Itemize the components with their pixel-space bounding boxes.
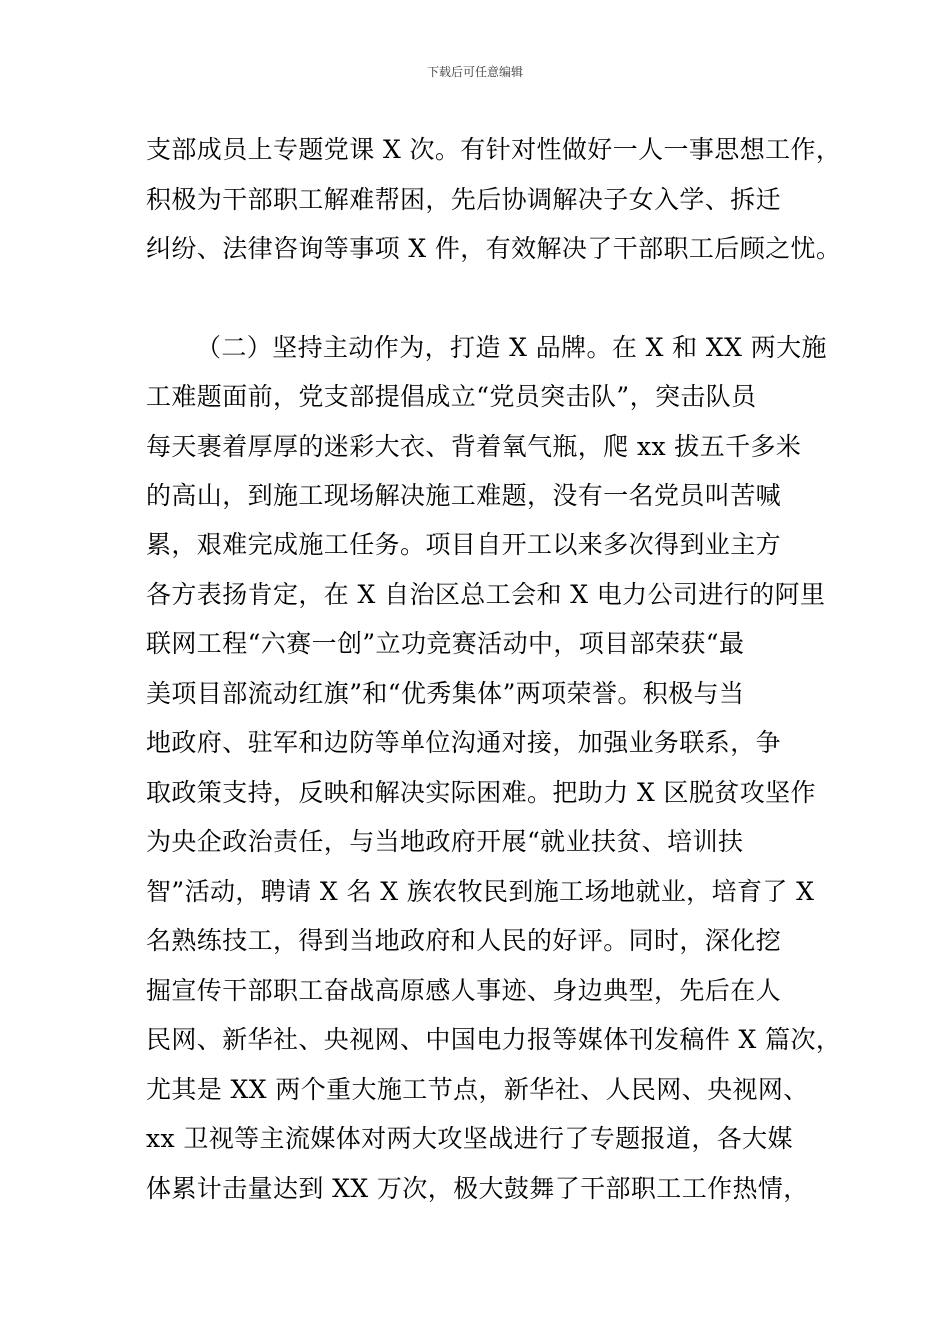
page-header: 下载后可任意编辑 xyxy=(426,65,523,79)
text-line: 积极为干部职工解难帮困，先后协调解决子女入学、拆迁 xyxy=(146,185,782,214)
text-line: 民网、新华社、央视网、中国电力报等媒体刊发稿件 X 篇次， xyxy=(146,1025,842,1054)
text-line: 联网工程“六赛一创”立功竞赛活动中，项目部荣获“最 xyxy=(146,629,745,658)
text-line: 掘宣传干部职工奋战高原感人事迹、身边典型，先后在人 xyxy=(146,976,782,1005)
text-line: 每天裹着厚厚的迷彩大衣、背着氧气瓶，爬 xx 拔五千多米 xyxy=(146,432,802,461)
text-line: 各方表扬肯定，在 X 自治区总工会和 X 电力公司进行的阿里 xyxy=(146,580,826,609)
text-line: 美项目部流动红旗”和“优秀集体”两项荣誉。积极与当 xyxy=(146,679,745,708)
text-line: 名熟练技工，得到当地政府和人民的好评。同时，深化挖 xyxy=(146,926,782,955)
text-line: xx 卫视等主流媒体对两大攻坚战进行了专题报道，各大媒 xyxy=(146,1124,793,1153)
text-line: 的高山，到施工现场解决施工难题，没有一名党员叫苦喊 xyxy=(146,481,782,510)
text-line: 尤其是 XX 两个重大施工节点，新华社、人民网、央视网、 xyxy=(146,1075,809,1104)
text-line: 取政策支持，反映和解决实际困难。把助力 X 区脱贫攻坚作 xyxy=(146,778,816,807)
section-heading-line: （二）坚持主动作为，打造 X 品牌。在 X 和 XX 两大施 xyxy=(196,333,827,362)
text-line: 地政府、驻军和边防等单位沟通对接，加强业务联系，争 xyxy=(146,728,782,757)
text-line: 智”活动，聘请 X 名 X 族农牧民到施工场地就业，培育了 X xyxy=(146,877,815,906)
text-line: 为央企政治责任，与当地政府开展“就业扶贫、培训扶 xyxy=(146,827,744,856)
text-line: 累，艰难完成施工任务。项目自开工以来多次得到业主方 xyxy=(146,530,782,559)
text-line: 纠纷、法律咨询等事项 X 件，有效解决了干部职工后顾之忧。 xyxy=(146,234,842,263)
text-line: 体累计击量达到 XX 万次，极大鼓舞了干部职工工作热情， xyxy=(146,1174,809,1203)
text-line: 支部成员上专题党课 X 次。有针对性做好一人一事思想工作， xyxy=(146,135,842,164)
text-line: 工难题面前，党支部提倡成立“党员突击队”，突击队员 xyxy=(146,382,757,411)
